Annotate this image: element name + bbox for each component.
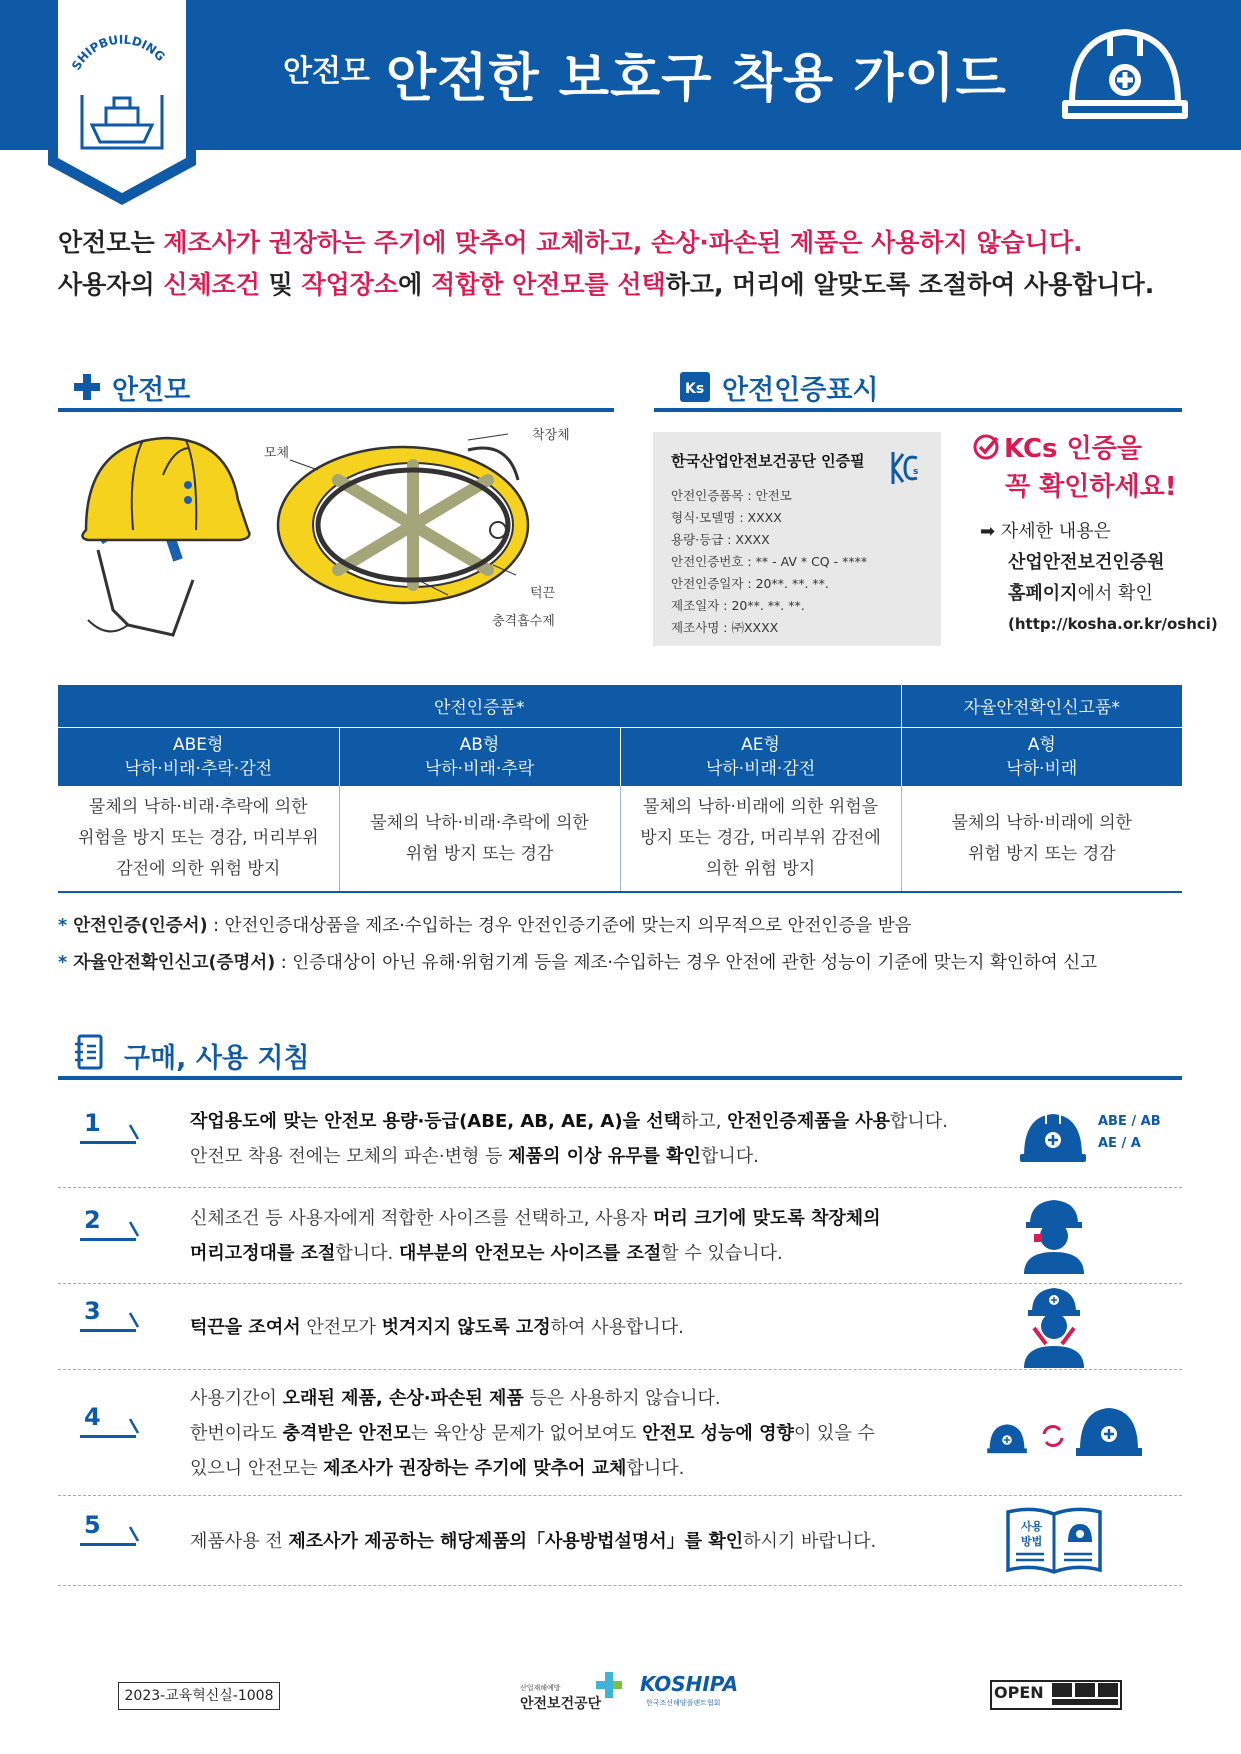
label-shell: 모체	[264, 446, 290, 461]
manual-label: 사용	[1021, 1520, 1043, 1533]
label-chinstrap: 턱끈	[530, 586, 556, 601]
header-category: 안전모	[283, 54, 370, 89]
footnotes	[58, 908, 1097, 982]
step-emphasis: 머리 크기에 맞도록 착장체의	[653, 1208, 881, 1229]
svg-text:Ks: Ks	[685, 381, 705, 397]
step-run: 제품사용 전	[190, 1530, 289, 1552]
replace-helmet-icon	[986, 1404, 1146, 1464]
step-run: 등은 사용하지 않습니다.	[523, 1387, 721, 1409]
intro-text	[58, 222, 1188, 306]
guide-step	[58, 1496, 1182, 1586]
asterisk: *	[58, 953, 74, 973]
check-line-2: 꼭 확인하세요!	[1005, 472, 1177, 502]
step-line	[190, 1381, 875, 1416]
type-name: ABE형	[173, 734, 224, 755]
step-tick-icon	[128, 1220, 142, 1238]
type-sub: 낙하·비래·추락·감전	[124, 758, 273, 779]
type-desc-line: 의한 위험 방지	[705, 859, 816, 879]
step-line	[190, 1451, 875, 1486]
step-emphasis: 턱끈을 조여서	[190, 1316, 301, 1338]
step-run: 안전모가	[300, 1316, 382, 1338]
intro-run: 에	[398, 270, 431, 299]
kosha-tagline: 산업재해예방	[520, 1684, 561, 1692]
step-emphasis: 작업용도에 맞는 안전모 용량·등급(ABE, AB, AE, A)을 선택	[190, 1111, 682, 1132]
type-desc-line: 물체의 낙하·비래·추락에 의한	[88, 797, 308, 817]
step-run: 할 수 있습니다.	[661, 1243, 783, 1264]
cert-line: 제조사명 : ㈜XXXX	[671, 620, 779, 635]
step-run: 있으니 안전모는	[190, 1457, 324, 1479]
footnote-text: : 인증대상이 아닌 유해·위험기계 등을 제조·수입하는 경우 안전에 관한 성능이 기준에 맞는지 확인하여 신고	[275, 953, 1098, 973]
type-name: AE형	[741, 734, 780, 755]
manual-book-icon	[1004, 1504, 1104, 1580]
desc-line-2: 산업안전보건인증원	[1008, 552, 1165, 573]
type-desc-line: 위험을 방지 또는 경감, 머리부위	[77, 828, 319, 848]
check-line-1: KCs 인증을	[1004, 434, 1142, 464]
step-line	[190, 1139, 948, 1174]
step-run: 사용기간이	[190, 1387, 283, 1409]
cert-lines	[671, 485, 923, 639]
type-sub: 낙하·비래·감전	[705, 758, 816, 779]
step-number: 4	[84, 1403, 101, 1431]
step-line	[190, 1104, 948, 1139]
step-emphasis: 충격받은 안전모	[282, 1422, 411, 1444]
svg-text:s: s	[913, 467, 919, 477]
step-text	[190, 1381, 875, 1486]
confirm-text: 에서 확인	[1077, 583, 1153, 604]
intro-run: 작업장소	[301, 270, 399, 299]
step-run: 는 육안상 문제가 없어보여도	[410, 1422, 643, 1444]
section-title-guide: 구매, 사용 지침	[124, 1043, 310, 1074]
kosha-logo-text: 안전보건공단	[520, 1696, 602, 1712]
step-run: 안전모 착용 전에는 모체의 파손·변형 등	[190, 1146, 509, 1167]
cert-line: 제조일자 : 20**. **. **.	[671, 598, 805, 613]
step-line	[190, 1416, 875, 1451]
step-emphasis: 대부분의 안전모는 사이즈를 조절	[398, 1243, 662, 1264]
cert-line: 안전인증품목 : 안전모	[671, 488, 792, 503]
cert-info-text	[980, 516, 1218, 640]
step-number: 5	[84, 1511, 101, 1539]
type-sub: 낙하·비래·추락	[424, 758, 535, 779]
step-emphasis: 제조사가 권장하는 주기에 맞추어 교체	[323, 1457, 627, 1479]
type-desc-line: 방지 또는 경감, 머리부위 감전에	[640, 828, 881, 848]
type-sub: 낙하·비래	[1006, 758, 1078, 779]
step-text	[190, 1104, 948, 1174]
step-number: 2	[84, 1206, 101, 1234]
step-underline	[80, 1543, 136, 1546]
step-number: 3	[84, 1297, 101, 1325]
document-code: 2023-교육혁신실-1008	[118, 1682, 280, 1710]
type-desc-line: 물체의 낙하·비래에 의한	[951, 812, 1132, 833]
open-license-text: OPEN	[994, 1683, 1044, 1702]
helmet-diagram	[68, 430, 588, 650]
step-run: 이 있을 수	[793, 1422, 875, 1444]
desc-line-1: ➡ 자세한 내용은	[980, 521, 1111, 542]
intro-run: 적합한 안전모를 선택	[430, 270, 666, 299]
type-description	[58, 786, 339, 892]
intro-line-1	[58, 222, 1188, 264]
homepage-text: 홈페이지	[1008, 583, 1078, 604]
cert-line: 형식·모델명 : XXXX	[671, 510, 782, 525]
intro-run: 제조사가 권장하는 주기에 맞추어 교체하고, 손상·파손된 제품은 사용하지 않습니다.	[163, 228, 1083, 257]
guide-step	[58, 1284, 1182, 1370]
step-number: 1	[84, 1109, 101, 1137]
step-run: 합니다.	[700, 1146, 759, 1167]
cert-url[interactable]: (http://kosha.or.kr/oshci)	[1008, 615, 1218, 633]
step-line	[190, 1310, 684, 1345]
type-description	[620, 786, 901, 892]
step-run: 합니다.	[890, 1111, 948, 1132]
step-emphasis: 제조사가 제공하는 해당제품의「사용방법설명서」를 확인	[288, 1530, 744, 1552]
kcs-check-callout	[972, 430, 1177, 506]
type-header	[901, 727, 1182, 786]
footnote-text: : 안전인증대상품을 제조·수입하는 경우 안전인증기준에 맞는지 의무적으로 안전인증을 받음	[207, 916, 912, 936]
step-line	[190, 1201, 881, 1236]
kcs-logo-icon	[889, 450, 923, 486]
step-underline	[80, 1435, 136, 1438]
footnote	[58, 945, 1097, 982]
type-description	[339, 786, 620, 892]
intro-run: 하고, 머리에 알맞도록 조절하여 사용합니다.	[665, 270, 1155, 299]
step-emphasis: 벗겨지지 않도록 고정	[381, 1316, 551, 1338]
footnote-term: 안전인증(인증서)	[73, 916, 208, 936]
koshipa-logo-text: KOSHIPA	[640, 1672, 739, 1696]
asterisk: *	[58, 916, 74, 936]
step-run: 한번이라도	[190, 1422, 283, 1444]
step-run: 합니다.	[335, 1243, 399, 1264]
guide-step	[58, 1090, 1182, 1188]
group-header-cert: 안전인증품*	[58, 685, 901, 727]
koshipa-subtitle: 한국조선해양플랜트협회	[646, 1699, 721, 1707]
step-line	[190, 1524, 876, 1559]
cert-label-sample	[653, 432, 941, 646]
step-underline	[80, 1141, 136, 1144]
type-desc-line: 물체의 낙하·비래에 의한 위험을	[642, 797, 879, 817]
intro-line-2	[58, 264, 1188, 306]
adjust-size-icon	[1020, 1198, 1088, 1278]
section-header-guide	[58, 1030, 1182, 1080]
guide-step	[58, 1188, 1182, 1284]
step-run: 신체조건 등 사용자에게 적합한 사이즈를 선택하고, 사용자	[190, 1208, 654, 1229]
type-name: AB형	[459, 734, 500, 755]
section-header-helmet	[58, 362, 614, 412]
shipbuilding-badge	[48, 0, 196, 205]
step-text	[190, 1201, 881, 1271]
step-emphasis: 오래된 제품, 손상·파손된 제품	[282, 1387, 524, 1409]
step-underline	[80, 1329, 136, 1332]
intro-run: 및	[259, 270, 302, 299]
type-desc-line: 감전에 의한 위험 방지	[116, 859, 281, 879]
section-title-cert: 안전인증표시	[722, 375, 879, 406]
header	[0, 0, 1241, 190]
group-header-self: 자율안전확인신고품*	[901, 685, 1182, 727]
cert-line: 용량·등급 : XXXX	[671, 532, 770, 547]
intro-run: 사용자의	[58, 270, 164, 299]
license-icons	[1052, 1683, 1118, 1705]
type-header	[339, 727, 620, 786]
type-description	[901, 786, 1182, 892]
check-circle-icon	[972, 433, 1000, 461]
grade-label: ABE / AB	[1098, 1114, 1161, 1129]
chinstrap-icon	[1020, 1288, 1088, 1372]
step-line	[190, 1236, 881, 1271]
cert-line: 안전인증일자 : 20**. **. **.	[671, 576, 829, 591]
step-emphasis: 제품의 이상 유무를 확인	[508, 1146, 701, 1167]
guide-step	[58, 1370, 1182, 1496]
label-harness: 착장체	[532, 428, 570, 443]
intro-run: 신체조건	[163, 270, 260, 299]
guide-steps	[58, 1090, 1182, 1586]
step-tick-icon	[128, 1525, 142, 1543]
type-name: A형	[1027, 734, 1056, 755]
cert-box-title: 한국산업안전보건공단 인증필	[671, 452, 865, 470]
step-text	[190, 1524, 876, 1559]
step-run: 합니다.	[626, 1457, 685, 1479]
grade-label: AE / A	[1098, 1136, 1141, 1151]
plus-icon	[74, 374, 100, 400]
helmet-types-table	[58, 685, 1182, 893]
step-run: 하고,	[681, 1111, 728, 1132]
manual-label: 방법	[1021, 1535, 1043, 1548]
type-header	[620, 727, 901, 786]
cert-line: 안전인증번호 : ** - AV * CQ - ****	[671, 554, 868, 569]
intro-run: 안전모는	[58, 228, 164, 257]
type-desc-line: 위험 방지 또는 경감	[405, 843, 554, 864]
kosha-logo-icon	[596, 1672, 622, 1698]
step-emphasis: 안전모 성능에 영향	[642, 1422, 794, 1444]
section-title-helmet: 안전모	[112, 375, 191, 406]
step-emphasis: 안전인증제품을 사용	[727, 1111, 891, 1132]
notebook-icon	[74, 1034, 104, 1070]
page-title: 안전한 보호구 착용 가이드	[386, 49, 1007, 109]
desc-line-3	[980, 578, 1218, 609]
helmet-grade-icon	[1018, 1110, 1161, 1170]
step-emphasis: 머리고정대를 조절	[190, 1243, 336, 1264]
step-tick-icon	[128, 1417, 142, 1435]
footnote-term: 자율안전확인신고(증명서)	[73, 953, 276, 973]
step-run: 하시기 바랍니다.	[743, 1530, 877, 1552]
type-header	[58, 727, 339, 786]
type-desc-line: 위험 방지 또는 경감	[967, 843, 1116, 864]
step-text	[190, 1310, 684, 1345]
kcs-mark-icon	[680, 372, 710, 402]
step-underline	[80, 1238, 136, 1241]
helmet-icon	[1060, 18, 1190, 123]
step-run: 하여 사용합니다.	[550, 1316, 684, 1338]
step-tick-icon	[128, 1311, 142, 1329]
section-header-cert	[654, 362, 1182, 412]
footnote	[58, 908, 1097, 945]
label-absorber: 충격흡수제	[492, 614, 555, 629]
step-tick-icon	[128, 1123, 142, 1141]
svg-text:SHIPBUILDING: SHIPBUILDING	[68, 32, 168, 73]
type-desc-line: 물체의 낙하·비래·추락에 의한	[370, 812, 589, 833]
